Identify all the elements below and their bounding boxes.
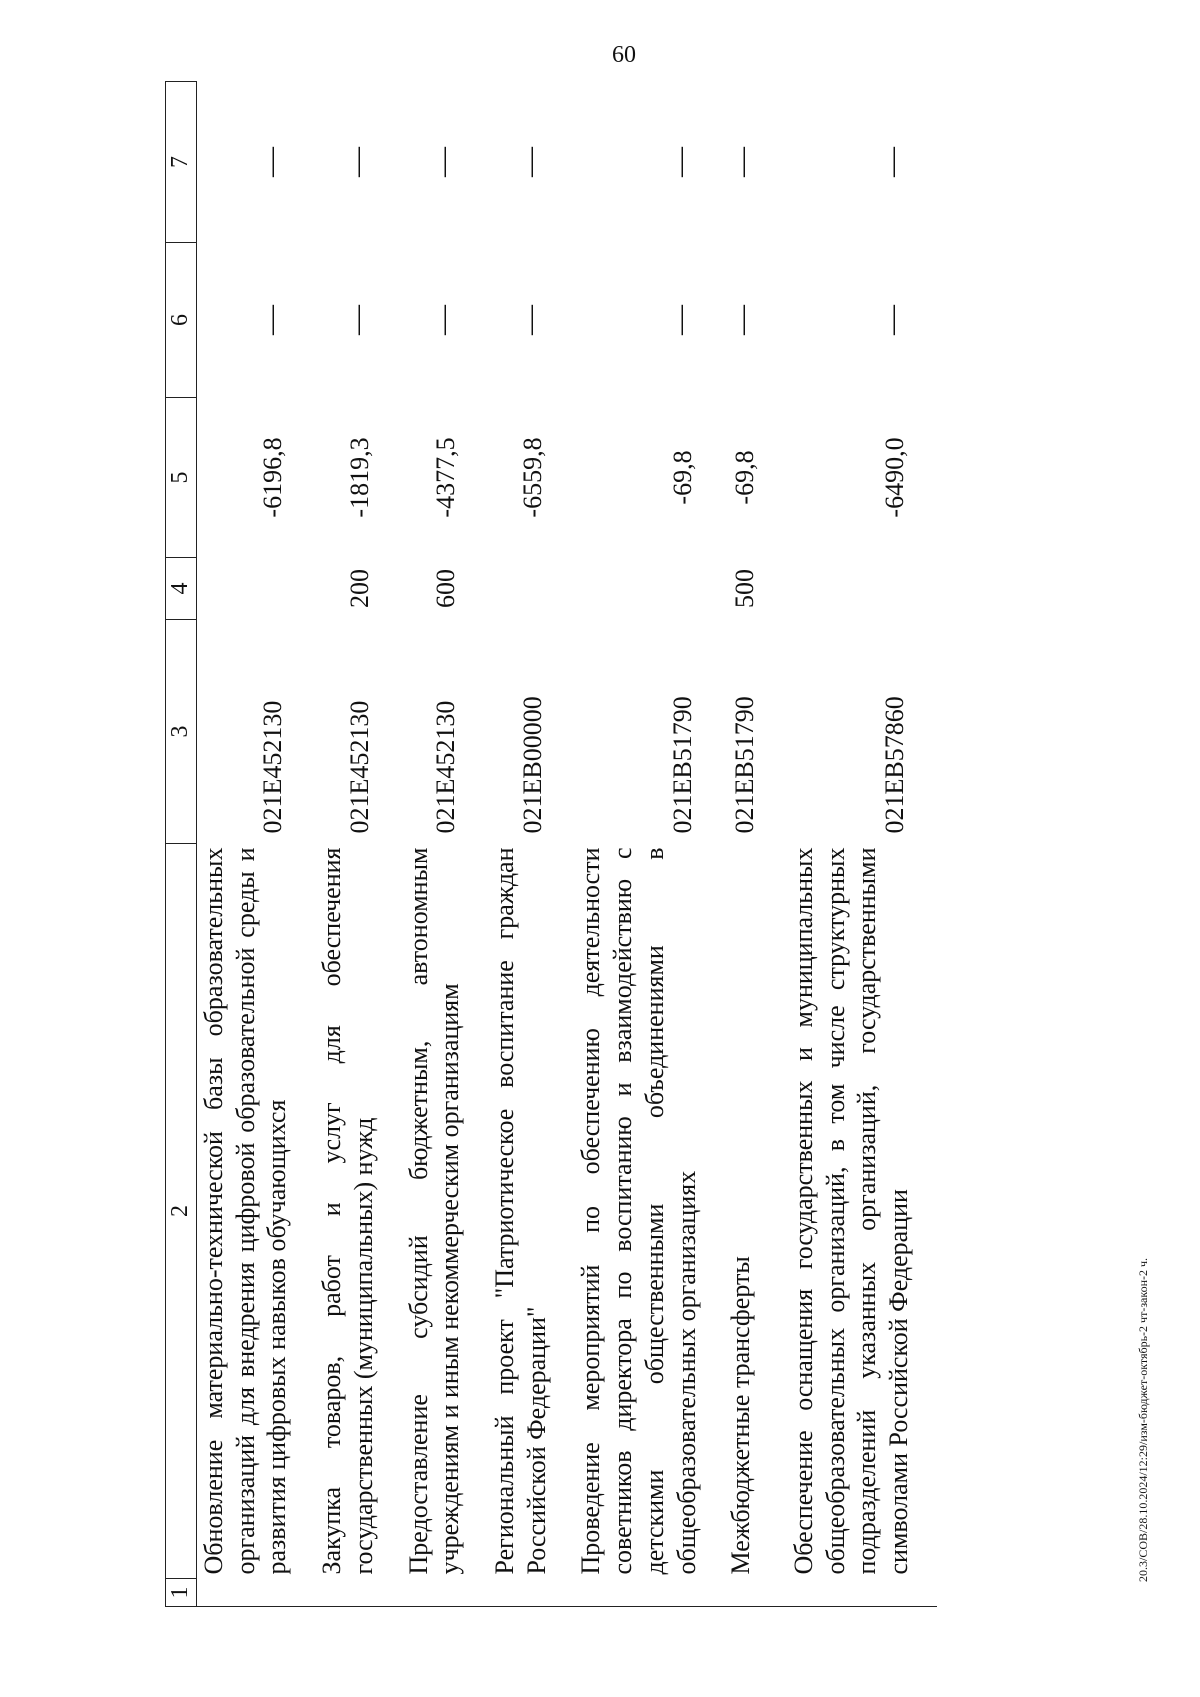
amount-cell: [488, 398, 574, 558]
target-code-text: 021E452130: [258, 700, 288, 834]
column-7-cell: [724, 82, 787, 243]
budget-table: [165, 81, 937, 1607]
row-name-text: Проведение мероприятий по обеспечению деятельности советников директора по воспитанию и взаимодействию с детскими общественными объединениями в общеобразовательных организациях: [576, 847, 701, 1575]
column-6-cell: [315, 243, 401, 398]
target-code-cell: [724, 620, 787, 844]
column-6-text: —: [340, 305, 373, 335]
column-7-cell: [402, 82, 488, 243]
table-body: [197, 82, 937, 1607]
amount-text: -6196,8: [258, 437, 288, 518]
row-name-cell: [197, 844, 316, 1579]
table-row: [724, 82, 787, 1607]
row-name-cell: [724, 844, 787, 1579]
target-code-cell: [315, 620, 401, 844]
column-7-cell: [787, 82, 937, 243]
row-number-cell: [315, 1579, 401, 1607]
row-name-text: Межбюджетные трансферты: [726, 1256, 756, 1575]
amount-text: -69,8: [730, 450, 760, 505]
amount-cell: [315, 398, 401, 558]
target-code-text: 021EB00000: [517, 696, 547, 834]
row-number-cell: [197, 1579, 316, 1607]
column-7-cell: [488, 82, 574, 243]
column-6-cell: [787, 243, 937, 398]
amount-cell: [574, 398, 724, 558]
column-7-text: —: [340, 147, 373, 177]
column-7-text: —: [512, 147, 546, 177]
target-code-text: 021EB51790: [667, 696, 697, 834]
column-6-cell: [402, 243, 488, 398]
expense-type-text: 200: [344, 569, 374, 608]
row-name-text: Предоставление субсидий бюджетным, автономным учреждениям и иным некоммерческим организациям: [403, 847, 465, 1575]
column-6-text: —: [512, 305, 546, 335]
budget-table-container: [165, 82, 1100, 1607]
target-code-cell: [574, 620, 724, 844]
row-name-cell: [488, 844, 574, 1579]
column-header: 4: [166, 558, 197, 620]
amount-cell: [402, 398, 488, 558]
column-header: 3: [166, 620, 197, 844]
target-code-text: 021E452130: [344, 700, 374, 834]
expense-type-text: 500: [730, 569, 760, 608]
column-6-text: —: [253, 305, 287, 335]
target-code-cell: [402, 620, 488, 844]
column-7-cell: [315, 82, 401, 243]
row-number-cell: [787, 1579, 937, 1607]
target-code-text: 021E452130: [431, 700, 461, 834]
row-name-cell: [574, 844, 724, 1579]
amount-cell: [724, 398, 787, 558]
column-6-cell: [574, 243, 724, 398]
table-row: [197, 82, 316, 1607]
column-7-text: —: [426, 147, 460, 177]
column-6-cell: [197, 243, 316, 398]
amount-text: -4377,5: [431, 437, 461, 518]
amount-cell: [197, 398, 316, 558]
column-6-text: —: [875, 305, 909, 335]
column-7-text: —: [662, 147, 696, 177]
column-7-text: —: [253, 147, 287, 177]
amount-text: -1819,3: [344, 437, 374, 518]
table-row: [787, 82, 937, 1607]
target-code-cell: [197, 620, 316, 844]
footer-code: 20.3/СОВ/28.10.2024/12:29/изм-бюджет-октябрь-2 чт-закон-2 ч.: [1136, 1257, 1150, 1582]
expense-type-cell: [787, 558, 937, 620]
table-row: [315, 82, 401, 1607]
target-code-cell: [787, 620, 937, 844]
expense-type-cell: [315, 558, 401, 620]
column-header: 6: [166, 243, 197, 398]
column-6-text: —: [426, 305, 460, 335]
column-header: 2: [166, 844, 197, 1579]
column-7-text: —: [725, 147, 759, 177]
expense-type-text: 600: [431, 569, 461, 608]
column-header: 1: [166, 1579, 197, 1607]
target-code-text: 021EB51790: [730, 696, 760, 834]
row-name-text: Региональный проект "Патриотическое воспитание граждан Российской Федерации": [490, 847, 551, 1575]
expense-type-cell: [724, 558, 787, 620]
column-7-cell: [197, 82, 316, 243]
column-header: 7: [166, 82, 197, 243]
amount-text: -6490,0: [880, 437, 910, 518]
row-name-text: Закупка товаров, работ и услуг для обеспечения государственных (муниципальных) нужд: [317, 847, 378, 1575]
expense-type-cell: [488, 558, 574, 620]
row-number-cell: [402, 1579, 488, 1607]
expense-type-cell: [574, 558, 724, 620]
row-number-cell: [488, 1579, 574, 1607]
row-name-cell: [402, 844, 488, 1579]
table-header-row: [166, 82, 197, 1607]
table-row: [488, 82, 574, 1607]
expense-type-cell: [197, 558, 316, 620]
table-row: [402, 82, 488, 1607]
row-number-cell: [574, 1579, 724, 1607]
amount-text: -69,8: [667, 450, 697, 505]
amount-cell: [787, 398, 937, 558]
column-6-text: —: [662, 305, 696, 335]
page-number: 60: [612, 42, 636, 68]
row-name-text: Обновление материально-технической базы образовательных организаций для внедрения цифровой образовательной среды и развития цифровых навыков обучающихся: [199, 847, 292, 1575]
column-header: 5: [166, 398, 197, 558]
column-6-cell: [724, 243, 787, 398]
row-name-cell: [315, 844, 401, 1579]
row-name-cell: [787, 844, 937, 1579]
amount-text: -6559,8: [517, 437, 547, 518]
column-7-text: —: [875, 147, 909, 177]
column-6-text: —: [725, 305, 759, 335]
column-7-cell: [574, 82, 724, 243]
target-code-cell: [488, 620, 574, 844]
row-name-text: Обеспечение оснащения государственных и муниципальных общеобразовательных организаций, в том числе структурных подразделений указанных организаций, государственными символами Российской Федерации: [788, 847, 914, 1575]
row-number-cell: [724, 1579, 787, 1607]
expense-type-cell: [402, 558, 488, 620]
target-code-text: 021EB57860: [880, 696, 910, 834]
column-6-cell: [488, 243, 574, 398]
table-row: [574, 82, 724, 1607]
